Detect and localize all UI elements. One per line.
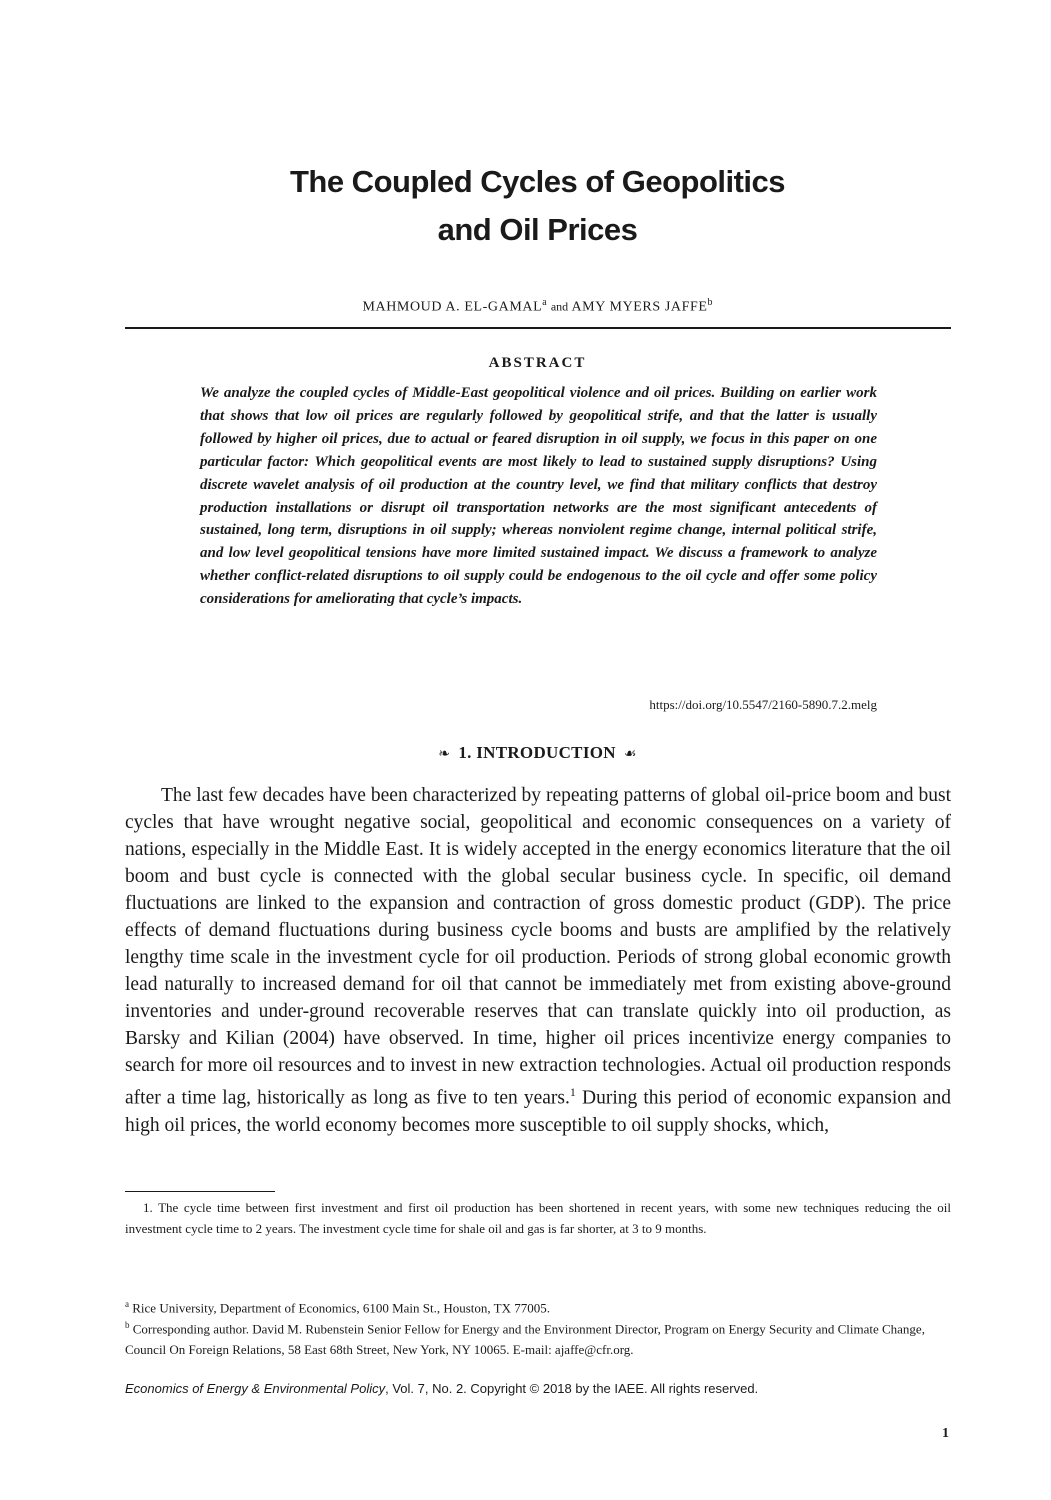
abstract-heading: ABSTRACT (488, 355, 587, 371)
journal-citation (125, 1381, 951, 1396)
title-line-2: and Oil Prices (437, 212, 638, 247)
footnote-reference[interactable]: 1 (569, 1085, 576, 1099)
page-number: 1 (942, 1426, 949, 1441)
author-2-affiliation-mark: b (707, 297, 713, 308)
affiliation-b (125, 1315, 951, 1360)
author-line (125, 293, 950, 318)
journal-name: Economics of Energy & Environmental Policy (125, 1381, 386, 1396)
introduction-paragraph (125, 782, 951, 1139)
affiliation-b-mark: b (125, 1320, 130, 1330)
header-divider (125, 327, 951, 329)
author-conjunction: and (550, 299, 569, 314)
intro-text-part-1: The last few decades have been characterized by repeating patterns of global oil-price boom and bust cycles that have wrought negative social, geopolitical and economic consequences on a variety of nations, especially in the Middle East. It is widely accepted in the energy economics literature that the oil boom and bust cycle is connected with the global secular business cycle. In specific, oil demand fluctuations are linked to the expansion and contraction of gross domestic product (GDP). The price effects of demand fluctuations during business cycle booms and busts are amplified by the relatively lengthy time scale in the investment cycle for oil production. Periods of strong global economic growth lead naturally to increased demand for oil that cannot be immediately met from existing above-ground inventories and under-ground recoverable reserves that can translate quickly into oil production, as Barsky and Kilian (2004) have observed. In time, higher oil prices incentivize energy companies to search for more oil resources and to invest in new extraction technologies. Actual oil production responds after a time lag, historically as long as five to ten years. (125, 785, 951, 1109)
affiliation-a-mark: a (125, 1299, 129, 1309)
doi-link[interactable]: https://doi.org/10.5547/2160-5890.7.2.melg (649, 697, 877, 712)
ornament-right-icon: ☙ (623, 747, 637, 762)
title-line-1: The Coupled Cycles of Geopolitics (289, 164, 786, 199)
abstract-text: We analyze the coupled cycles of Middle-East geopolitical violence and oil prices. Building on earlier work that shows that low oil prices are regularly followed by geopolitical strife, and that the latter is usually followed by higher oil prices, due to actual or feared disruption in oil supply, we focus in this paper on one particular factor: Which geopolitical events are most likely to lead to sustained supply disruptions? Using discrete wavelet analysis of oil production at the country level, we find that military conflicts that destroy production installations or disrupt oil transportation networks are the most significant antecedents of sustained, long term, disruptions in oil supply; whereas nonviolent regime change, internal political strife, and low level geopolitical tensions have more limited sustained impact. We discuss a framework to analyze whether conflict-related disruptions to oil supply could be endogenous to the oil cycle and offer some policy considerations for ameliorating that cycle’s impacts. (200, 385, 877, 608)
author-1: MAHMOUD A. EL-GAMAL (362, 299, 543, 315)
section-heading-introduction (125, 743, 950, 763)
footnote-divider (125, 1191, 275, 1192)
section-title: 1. INTRODUCTION (458, 743, 616, 762)
ornament-left-icon: ❧ (438, 747, 451, 762)
affiliation-a-text: Rice University, Department of Economics, 6100 Main St., Houston, TX 77005. (129, 1300, 551, 1316)
journal-details: , Vol. 7, No. 2. Copyright © 2018 by the IAEE. All rights reserved. (385, 1381, 759, 1396)
footnote-1: 1. The cycle time between first investment and first oil production has been shortened in recent years, with some new techniques reducing the oil investment cycle time to 2 years. The investment cycle time for shale oil and gas is far shorter, at 3 to 9 months. (125, 1200, 951, 1236)
intro-text-part-2: During this period of economic expansion and high oil prices, the world economy becomes more susceptible to oil supply shocks, which, (125, 1087, 952, 1136)
author-1-affiliation-mark: a (542, 297, 547, 308)
author-2: AMY MYERS JAFFE (571, 299, 708, 315)
paper-title (125, 158, 950, 254)
affiliation-b-text: Corresponding author. David M. Rubenstein Senior Fellow for Energy and the Environment Director, Program on Energy Security and Climate Change, Council On Foreign Relations, 58 East 68th Street, New York, NY 10065. E-mail: ajaffe@cfr.org. (125, 1321, 925, 1358)
